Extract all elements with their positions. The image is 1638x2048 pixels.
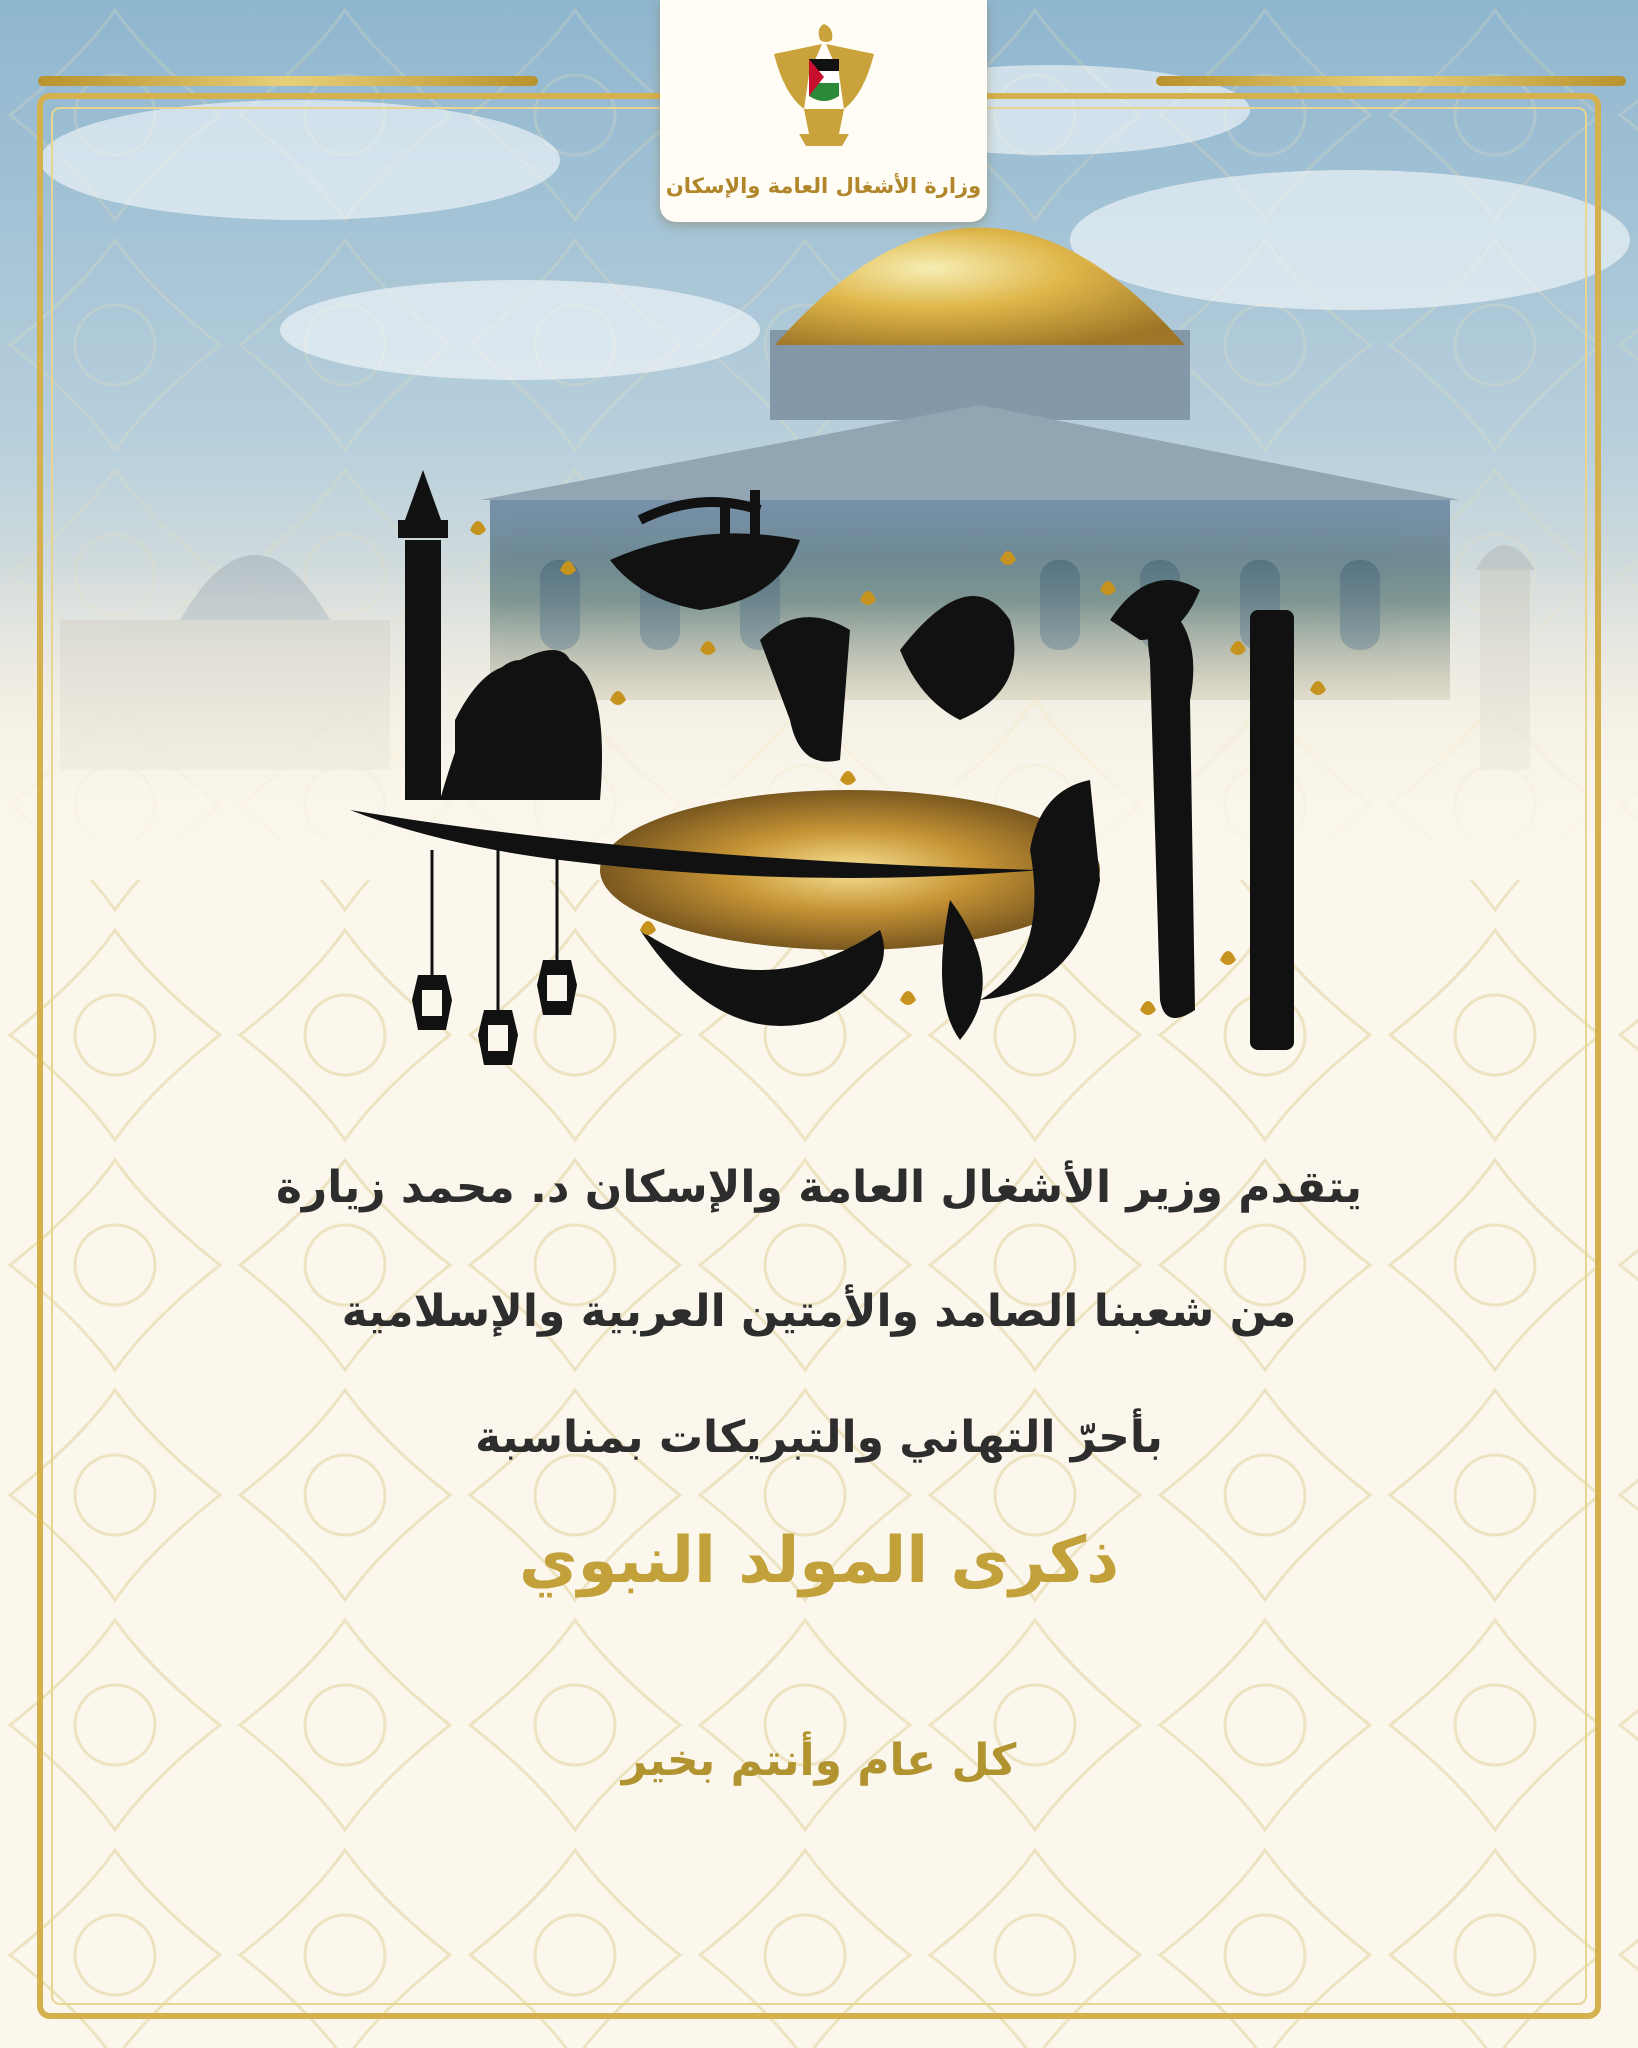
occasion-title: ذكرى المولد النبوي: [518, 1524, 1120, 1598]
message-line-2: من شعبنا الصامد والأمتين العربية والإسلامية: [341, 1286, 1297, 1337]
frame-top-left: [38, 76, 538, 86]
message-line-3: بأحرّ التهاني والتبريكات بمناسبة: [475, 1412, 1163, 1463]
message-line-1: يتقدم وزير الأشغال العامة والإسكان د. محمد زيارة: [275, 1162, 1363, 1213]
closing-wish: كل عام وأنتم بخير: [621, 1735, 1017, 1786]
frame-top-right: [1156, 76, 1626, 86]
ministry-name: وزارة الأشغال العامة والإسكان: [665, 174, 982, 198]
palestine-eagle-emblem-icon: [764, 14, 884, 154]
ministry-badge: [660, 0, 987, 222]
